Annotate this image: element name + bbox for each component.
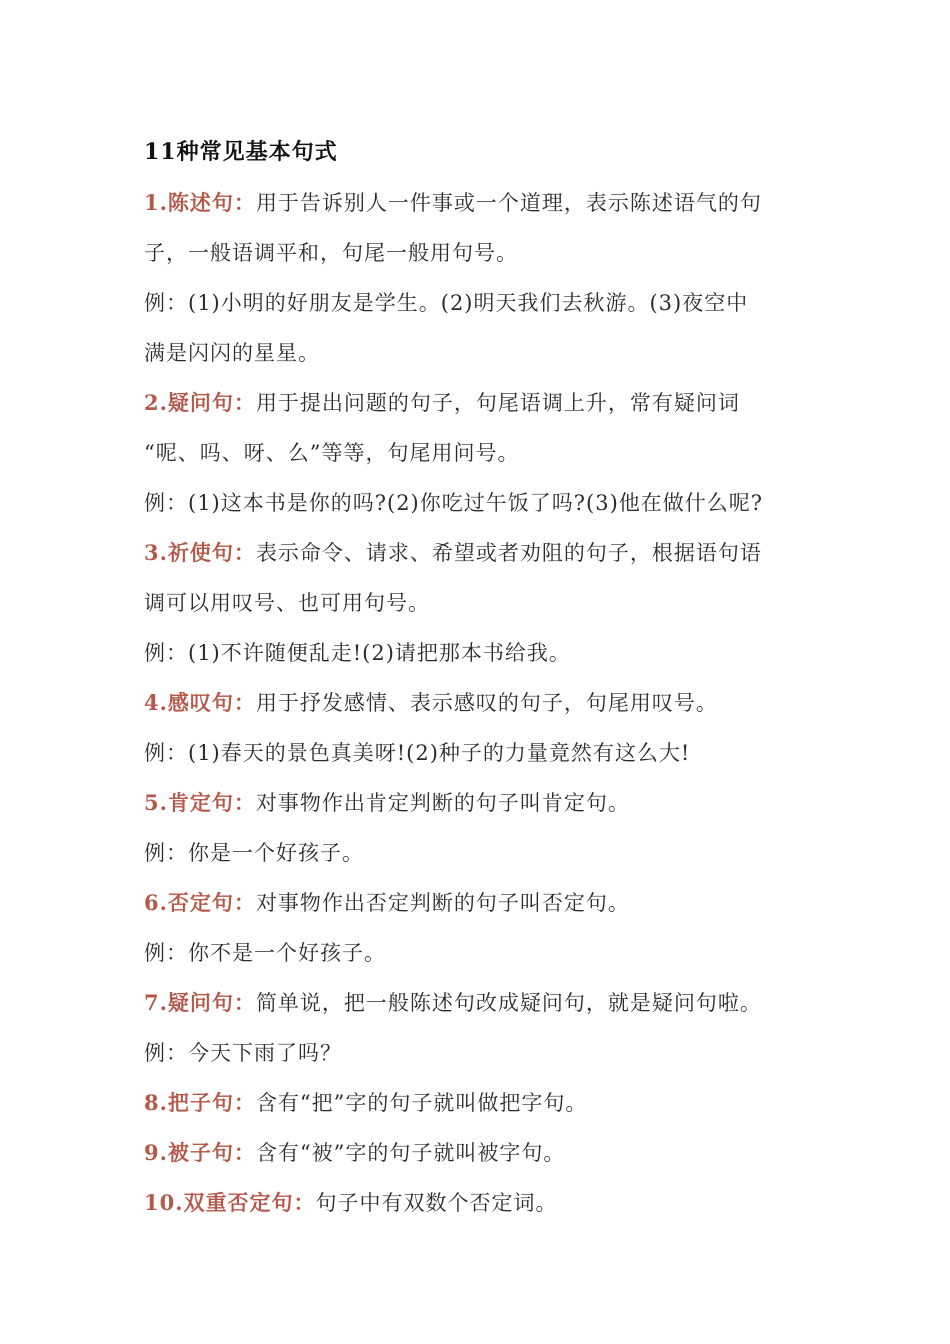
line-text: 对事物作出否定判断的句子叫否定句。 xyxy=(255,891,630,915)
line-text: 简单说，把一般陈述句改成疑问句，就是疑问句啦。 xyxy=(255,991,762,1015)
text-line xyxy=(144,678,824,728)
line-text: 用于告诉别人一件事或一个道理，表示陈述语气的句 xyxy=(255,191,762,215)
example-line xyxy=(144,928,824,978)
line-text: 表示命令、请求、希望或者劝阻的句子，根据语句语 xyxy=(255,541,762,565)
sentence-type-term: 4.感叹句： xyxy=(144,690,256,715)
line-text: 用于抒发感情、表示感叹的句子，句尾用叹号。 xyxy=(255,691,718,715)
text-line xyxy=(144,878,824,928)
sentence-type-term: 9.被子句： xyxy=(144,1140,256,1165)
example-line xyxy=(144,728,824,778)
line-text: 例：(1)这本书是你的吗?(2)你吃过午饭了吗?(3)他在做什么呢? xyxy=(144,491,764,515)
sentence-type-term: 6.否定句： xyxy=(144,890,256,915)
text-line xyxy=(144,1078,824,1128)
text-line xyxy=(144,178,824,228)
text-line xyxy=(144,378,824,428)
example-line xyxy=(144,278,824,328)
line-text: 句子中有双数个否定词。 xyxy=(315,1191,558,1215)
text-line xyxy=(144,528,824,578)
line-text: 例：(1)不许随便乱走!(2)请把那本书给我。 xyxy=(144,641,571,665)
example-line xyxy=(144,1028,824,1078)
line-text: “呢、吗、呀、么”等等，句尾用问号。 xyxy=(144,441,520,465)
text-line xyxy=(144,1178,824,1228)
sentence-type-term: 10.双重否定句： xyxy=(144,1190,316,1215)
example-line xyxy=(144,328,824,378)
line-text: 满是闪闪的星星。 xyxy=(144,341,320,365)
line-text: 用于提出问题的句子，句尾语调上升，常有疑问词 xyxy=(255,391,740,415)
text-line xyxy=(144,1128,824,1178)
sentence-type-term: 5.肯定句： xyxy=(144,790,256,815)
page-title: 11种常见基本句式 xyxy=(144,139,338,165)
line-text: 含有“被”字的句子就叫被字句。 xyxy=(255,1141,566,1165)
sentence-type-term: 2.疑问句： xyxy=(144,390,256,415)
sentence-type-term: 3.祈使句： xyxy=(144,540,256,565)
sentence-type-term: 8.把子句： xyxy=(144,1090,256,1115)
document-body xyxy=(144,128,824,1228)
example-line xyxy=(144,628,824,678)
line-text: 例：你不是一个好孩子。 xyxy=(144,941,386,965)
line-text: 含有“把”字的句子就叫做把字句。 xyxy=(255,1091,588,1115)
sentence-type-term: 7.疑问句： xyxy=(144,990,256,1015)
text-line xyxy=(144,778,824,828)
line-text: 例：(1)小明的好朋友是学生。(2)明天我们去秋游。(3)夜空中 xyxy=(144,291,749,315)
sentence-type-term: 1.陈述句： xyxy=(144,190,256,215)
line-text: 例：(1)春天的景色真美呀!(2)种子的力量竟然有这么大! xyxy=(144,741,691,765)
line-text: 例：你是一个好孩子。 xyxy=(144,841,364,865)
line-text: 子，一般语调平和，句尾一般用句号。 xyxy=(144,241,518,265)
text-line xyxy=(144,228,824,278)
text-line xyxy=(144,428,824,478)
line-text: 例：今天下雨了吗？ xyxy=(144,1041,342,1065)
example-line xyxy=(144,478,824,528)
line-text: 对事物作出肯定判断的句子叫肯定句。 xyxy=(255,791,630,815)
example-line xyxy=(144,828,824,878)
text-line xyxy=(144,978,824,1028)
text-line xyxy=(144,578,824,628)
line-text: 调可以用叹号、也可用句号。 xyxy=(144,591,430,615)
